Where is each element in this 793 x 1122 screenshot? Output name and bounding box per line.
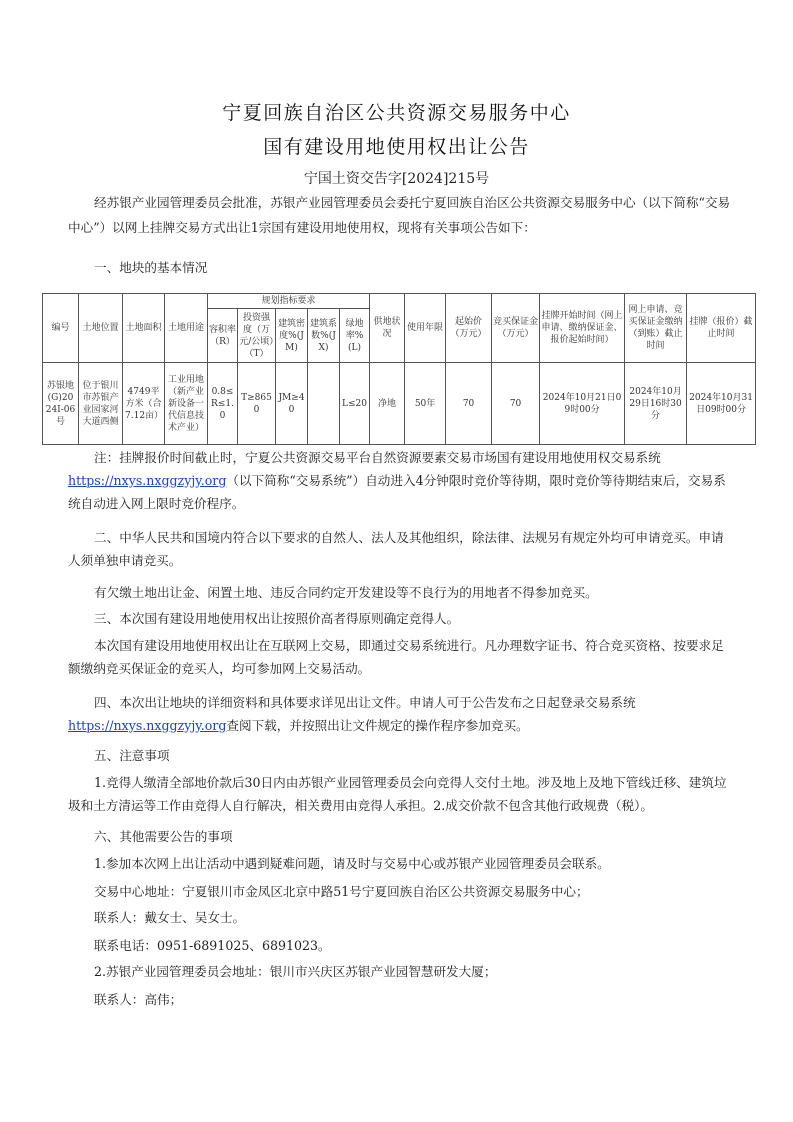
cell-status: 净地: [370, 363, 405, 445]
park-contact: 联系人：高伟；: [94, 992, 183, 1007]
center-contacts: 联系人：戴女士、吴女士。: [94, 910, 246, 925]
col-header-listing-start: 挂牌开始时间（网上申请、缴纳保证金、报价起始时间）: [540, 294, 625, 363]
col-header-area: 土地面积: [123, 294, 165, 363]
section-2-extra: 有欠缴土地出让金、闲置土地、违反合同约定开发建设等不良行为的用地者不得参加竞买。: [94, 585, 598, 600]
col-header-use: 土地用途: [165, 294, 208, 363]
cell-location: 位于银川市苏银产业园家河大道西侧: [79, 363, 123, 445]
cell-years: 50年: [405, 363, 446, 445]
col-header-status: 供地状况: [370, 294, 405, 363]
note-text-2: （以下简称“交易系统”）自动进入4分钟限时竞价等待期，限时竞价等待期结束后，交易系统自动进入网上限时竞价程序。: [68, 473, 726, 511]
intro-paragraph: 经苏银产业园管理委员会批准，苏银产业园管理委员会委托宁夏回族自治区公共资源交易服务中心（以下简称“交易中心”）以网上挂牌交易方式出让1宗国有建设用地使用权，现将有关事项公告如下：: [68, 195, 731, 235]
cell-listing-start: 2024年10月21日09时00分: [540, 363, 625, 445]
section-5-body: 1.竞得人缴清全部地价款后30日内由苏银产业园管理委员会向竞得人交付土地。涉及地上及地下管线迁移、建筑垃圾和土方清运等工作由竞得人自行解决，相关费用由竞得人承担。2.成交价款不包含其他行政规费（税）。: [68, 775, 727, 813]
col-header-start-price: 起始价（万元）: [446, 294, 492, 363]
section-4-text-1: 四、本次出让地块的详细资料和具体要求详见出让文件。申请人可于公告发布之日起登录交易系统: [94, 695, 636, 710]
col-header-investment: 投资强度（万元/公顷）（T）: [238, 309, 276, 363]
cell-area: 4749平方米（合7.12亩）: [123, 363, 165, 445]
cell-investment: T≥8650: [238, 363, 276, 445]
cell-coef: [308, 363, 340, 445]
note-paragraph: [68, 446, 732, 515]
document-number: 宁国土资交告字[2024]215号: [303, 171, 490, 187]
col-header-green: 绿地率%(L): [340, 309, 370, 363]
cell-number: 苏银地(G)2024I-06号: [43, 363, 79, 445]
section-6-item-2: 2.苏银产业园管理委员会地址：银川市兴庆区苏银产业园智慧研发大厦；: [94, 964, 497, 979]
section-6-heading: 六、其他需要公告的事项: [94, 829, 233, 844]
center-phone: 联系电话：0951-6891025、6891023。: [94, 938, 331, 953]
col-header-planning-group: 规划指标要求: [208, 294, 370, 309]
col-header-number: 编号: [43, 294, 79, 363]
cell-use: 工业用地（新产业新设备一代信息技术产业）: [165, 363, 208, 445]
section-1-heading: 一、地块的基本情况: [94, 260, 208, 275]
section-6-item-1: 1.参加本次网上出让活动中遇到疑难问题，请及时与交易中心或苏银产业园管理委员会联系。: [94, 856, 610, 871]
col-header-location: 土地位置: [79, 294, 123, 363]
cell-start-price: 70: [446, 363, 492, 445]
col-header-density: 建筑密度%(JM): [276, 309, 308, 363]
table-row: [43, 363, 756, 445]
col-header-coef: 建筑系数%(JX): [308, 309, 340, 363]
note-text-1: 注：挂牌报价时间截止时，宁夏公共资源交易平台自然资源要素交易市场国有建设用地使用权交易系统: [94, 450, 661, 465]
col-header-far: 容积率（R）: [208, 309, 238, 363]
title-line-1: 宁夏回族自治区公共资源交易服务中心: [222, 102, 571, 124]
section-4-paragraph: [68, 691, 732, 737]
section-3-heading: 三、本次国有建设用地使用权出让按照价高者得原则确定竞得人。: [94, 611, 460, 626]
col-header-listing-end: 挂牌（报价）截止时间: [687, 294, 756, 363]
col-header-deposit-deadline: 网上申请、竞买保证金缴纳（到账）截止时间: [625, 294, 687, 363]
cell-listing-end: 2024年10月31日09时00分: [687, 363, 756, 445]
cell-green: L≤20: [340, 363, 370, 445]
download-system-link[interactable]: https://nxys.nxggzyjy.org: [68, 718, 227, 733]
trading-system-link[interactable]: https://nxys.nxggzyjy.org: [68, 473, 227, 488]
col-header-deposit: 竞买保证金（万元）: [492, 294, 540, 363]
col-header-years: 使用年限: [405, 294, 446, 363]
section-3-body: 本次国有建设用地使用权出让在互联网上交易，即通过交易系统进行。凡办理数字证书、符合竞买资格、按要求足额缴纳竞买保证金的竞买人，均可参加网上交易活动。: [68, 638, 724, 676]
title-line-2: 国有建设用地使用权出让公告: [263, 136, 530, 158]
cell-deposit: 70: [492, 363, 540, 445]
center-address: 交易中心地址：宁夏银川市金凤区北京中路51号宁夏回族自治区公共资源交易服务中心；: [94, 884, 589, 899]
cell-density: JM≥40: [276, 363, 308, 445]
section-4-text-2: 查阅下载，并按照出让文件规定的操作程序参加竞买。: [226, 718, 529, 733]
section-5-heading: 五、注意事项: [94, 748, 170, 763]
land-plot-table: [42, 293, 756, 445]
section-2-paragraph: 二、中华人民共和国境内符合以下要求的自然人、法人及其他组织，除法律、法规另有规定外均可申请竞买。申请人须单独申请竞买。: [68, 530, 724, 568]
cell-deposit-deadline: 2024年10月29日16时30分: [625, 363, 687, 445]
cell-far: 0.8≤R≤1.0: [208, 363, 238, 445]
